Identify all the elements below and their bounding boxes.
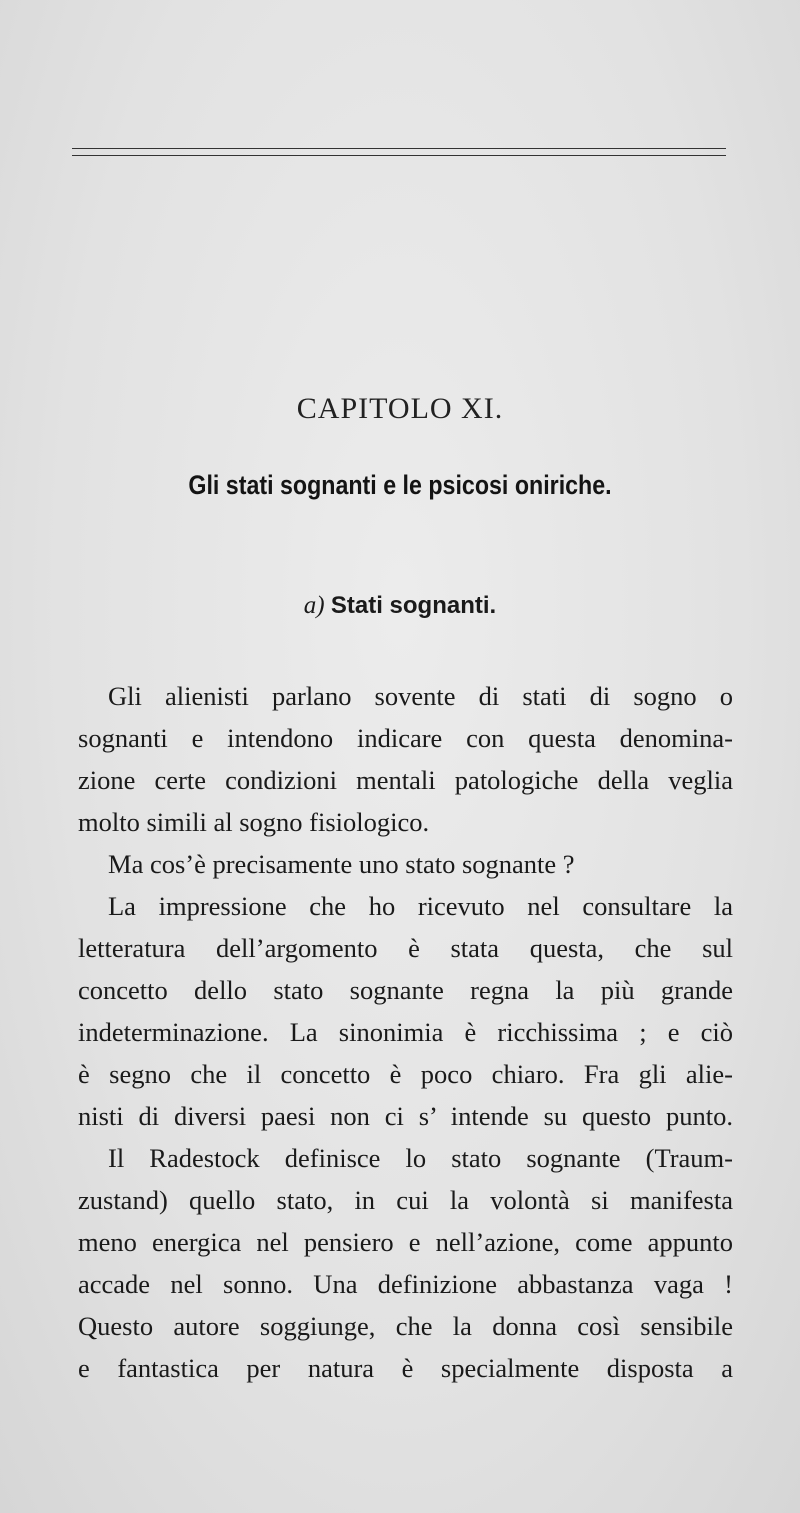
text-line: Il Radestock definisce lo stato sognante (Traum- — [108, 1143, 733, 1173]
text-line: meno energica nel pensiero e nell’azione, come appunto — [78, 1227, 733, 1257]
text-line: concetto dello stato sognante regna la più grande — [78, 975, 733, 1005]
text-line: indeterminazione. La sinonimia è ricchissima ; e ciò — [78, 1017, 733, 1047]
text-line: zione certe condizioni mentali patologiche della veglia — [78, 765, 733, 795]
text-line: letteratura dell’argomento è stata questa, che sul — [78, 933, 733, 963]
text-line: Questo autore soggiunge, che la donna così sensibile — [78, 1311, 733, 1341]
text-line: accade nel sonno. Una definizione abbastanza vaga ! — [78, 1269, 733, 1299]
text-line: La impressione che ho ricevuto nel consultare la — [108, 891, 733, 921]
text-line: nisti di diversi paesi non ci s’ intende su questo punto. — [78, 1101, 733, 1131]
section-letter: a) — [303, 592, 325, 619]
section-heading — [0, 592, 800, 620]
text-line: molto simili al sogno fisiologico. — [78, 807, 430, 837]
body-text — [78, 675, 733, 1389]
text-line: zustand) quello stato, in cui la volontà si manifesta — [78, 1185, 733, 1215]
text-line: e fantastica per natura è specialmente disposta a — [78, 1353, 733, 1383]
text-line: Ma cos’è precisamente uno stato sognante ? — [108, 849, 575, 879]
text-line: è segno che il concetto è poco chiaro. Fra gli alie- — [78, 1059, 733, 1089]
header-rule-top — [72, 148, 726, 149]
section-title: Stati sognanti. — [330, 592, 497, 619]
text-line: Gli alienisti parlano sovente di stati di sogno o — [108, 681, 733, 711]
chapter-title: Gli stati sognanti e le psicosi oniriche. — [188, 470, 612, 500]
header-rule-bottom — [72, 155, 726, 156]
chapter-heading: CAPITOLO XI. — [296, 392, 504, 425]
text-line: sognanti e intendono indicare con questa denomina- — [78, 723, 733, 753]
